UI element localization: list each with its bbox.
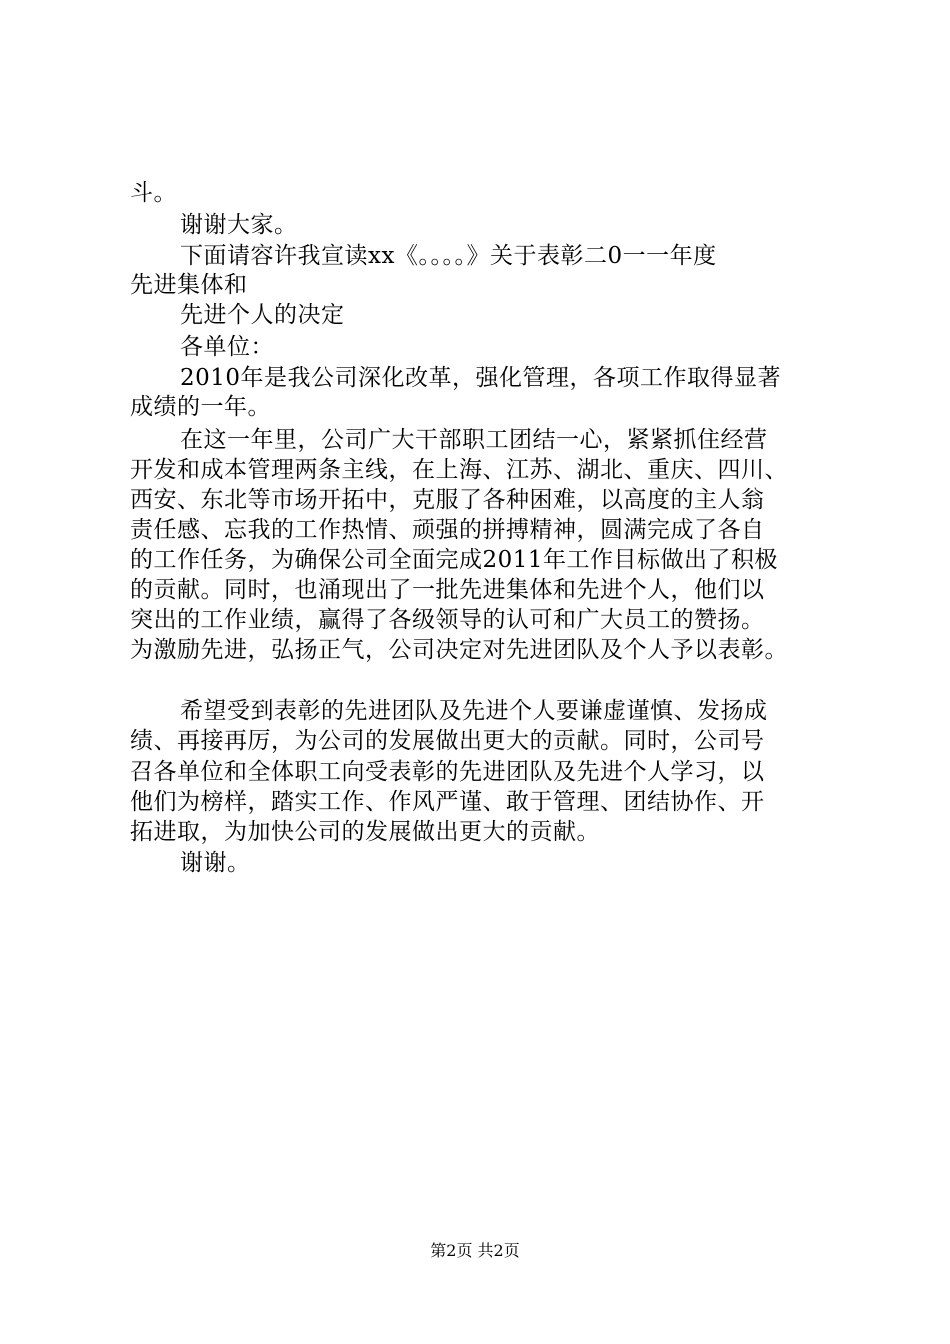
text-line: 斗。 — [130, 180, 177, 206]
text-line: 2010年是我公司深化改革，强化管理，各项工作取得显著 — [180, 365, 782, 391]
text-line: 突出的工作业绩，赢得了各级领导的认可和广大员工的赞扬。 — [130, 607, 765, 633]
text-line: 为激励先进，弘扬正气，公司决定对先进团队及个人予以表彰。 — [130, 637, 788, 663]
text-line: 各单位： — [180, 334, 274, 360]
page-number-footer: 第2页 共2页 — [430, 1241, 520, 1260]
text-line: 成绩的一年。 — [130, 394, 271, 420]
text-line: 希望受到表彰的先进团队及先进个人要谦虚谨慎、发扬成 — [180, 698, 768, 724]
text-line: 责任感、忘我的工作热情、顽强的拼搏精神，圆满完成了各自 — [130, 517, 765, 543]
text-line: 的贡献。同时，也涌现出了一批先进集体和先进个人，他们以 — [130, 577, 765, 603]
text-line: 谢谢。 — [180, 850, 251, 876]
text-line: 先进个人的决定 — [180, 302, 345, 328]
text-line: 的工作任务，为确保公司全面完成2011年工作目标做出了积极 — [130, 547, 779, 573]
text-line: 在这一年里，公司广大干部职工团结一心，紧紧抓住经营 — [180, 427, 768, 453]
text-line: 绩、再接再厉，为公司的发展做出更大的贡献。同时，公司号 — [130, 728, 765, 754]
text-line: 拓进取，为加快公司的发展做出更大的贡献。 — [130, 819, 600, 845]
text-line: 谢谢大家。 — [180, 212, 298, 238]
text-line: 召各单位和全体职工向受表彰的先进团队及先进个人学习，以 — [130, 759, 765, 785]
text-line: 他们为榜样，踏实工作、作风严谨、敢于管理、团结协作、开 — [130, 789, 765, 815]
text-line: 西安、东北等市场开拓中，克服了各种困难，以高度的主人翁 — [130, 487, 765, 513]
text-line: 开发和成本管理两条主线，在上海、江苏、湖北、重庆、四川、 — [130, 457, 788, 483]
text-line: 下面请容许我宣读xx《。。。。》关于表彰二0一一年度 — [180, 243, 717, 269]
text-line: 先进集体和 — [130, 272, 248, 298]
